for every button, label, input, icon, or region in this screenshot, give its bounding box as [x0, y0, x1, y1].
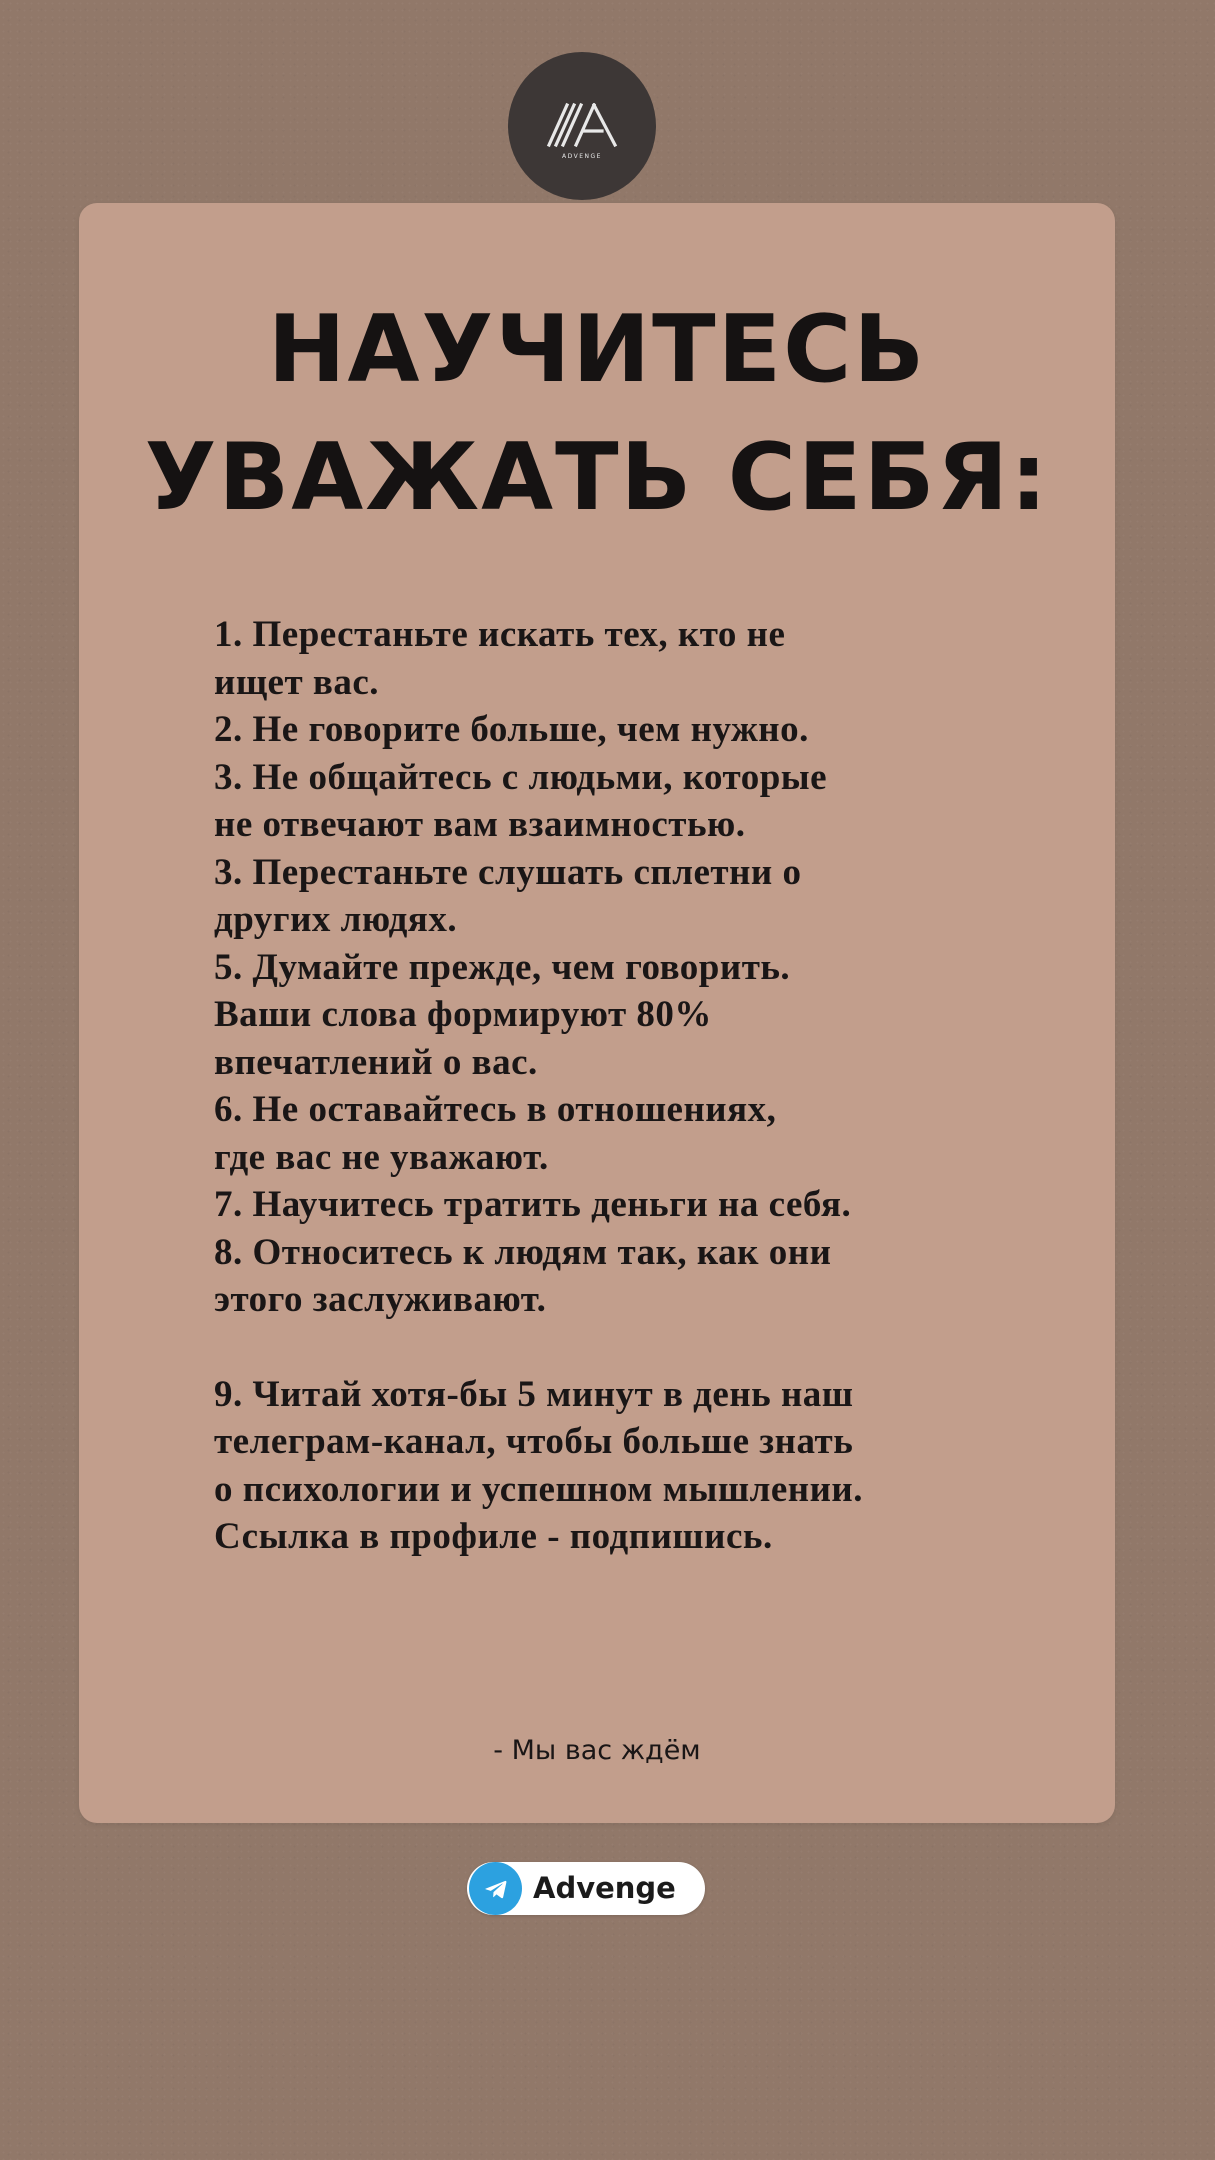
tip-item: [214, 754, 1094, 849]
logo-text: ADVENGE: [562, 153, 602, 160]
tip-line: 1. Перестаньте искать тех, кто не: [214, 614, 786, 655]
cta-line: 9. Читай хотя-бы 5 минут в день наш: [214, 1373, 854, 1415]
cta-line: Ссылка в профиле - подпишись.: [214, 1516, 773, 1557]
call-to-action: [214, 1371, 1094, 1561]
tip-line: других людях.: [214, 899, 458, 940]
tip-item: [214, 611, 1094, 706]
tip-line: 8. Относитесь к людям так, как они: [214, 1231, 832, 1273]
tip-item: [214, 706, 1094, 754]
cta-line: телеграм-канал, чтобы больше знать: [214, 1421, 854, 1462]
tip-line: 5. Думайте прежде, чем говорить.: [214, 946, 791, 988]
tip-item: [214, 1086, 1094, 1181]
tip-line: ищет вас.: [214, 661, 380, 703]
telegram-channel-name: Advenge: [533, 1871, 676, 1905]
tip-line: Ваши слова формируют 80%: [214, 994, 712, 1035]
telegram-channel-link[interactable]: [467, 1862, 705, 1915]
tip-item: [214, 1181, 1094, 1229]
tip-line: 6. Не оставайтесь в отношениях,: [214, 1089, 777, 1130]
logo-mark: [527, 71, 637, 181]
tip-line: 3. Перестаньте слушать сплетни о: [214, 851, 802, 893]
tip-item: [214, 1229, 1094, 1324]
signature: - Мы вас ждём: [493, 1735, 701, 1766]
tip-line: 3. Не общайтесь с людьми, которые: [214, 756, 828, 798]
tips-list: [214, 611, 1094, 1561]
tip-item: [214, 944, 1094, 1087]
title-line-2: УВАЖАТЬ СЕБЯ:: [144, 423, 1050, 531]
tip-line: этого заслуживают.: [214, 1279, 547, 1320]
cta-line: о психологии и успешном мышлении.: [214, 1468, 863, 1510]
title-line-1: НАУЧИТЕСЬ: [267, 295, 927, 403]
telegram-icon: [469, 1862, 522, 1915]
content-card: [79, 203, 1115, 1823]
tip-line: впечатлений о вас.: [214, 1041, 538, 1083]
tip-line: 7. Научитесь тратить деньги на себя.: [214, 1184, 852, 1225]
tip-line: не отвечают вам взаимностью.: [214, 804, 746, 845]
tip-item: [214, 849, 1094, 944]
advenge-mountain-logo-icon: [508, 52, 656, 200]
tip-line: 2. Не говорите больше, чем нужно.: [214, 709, 809, 750]
tip-line: где вас не уважают.: [214, 1136, 549, 1178]
